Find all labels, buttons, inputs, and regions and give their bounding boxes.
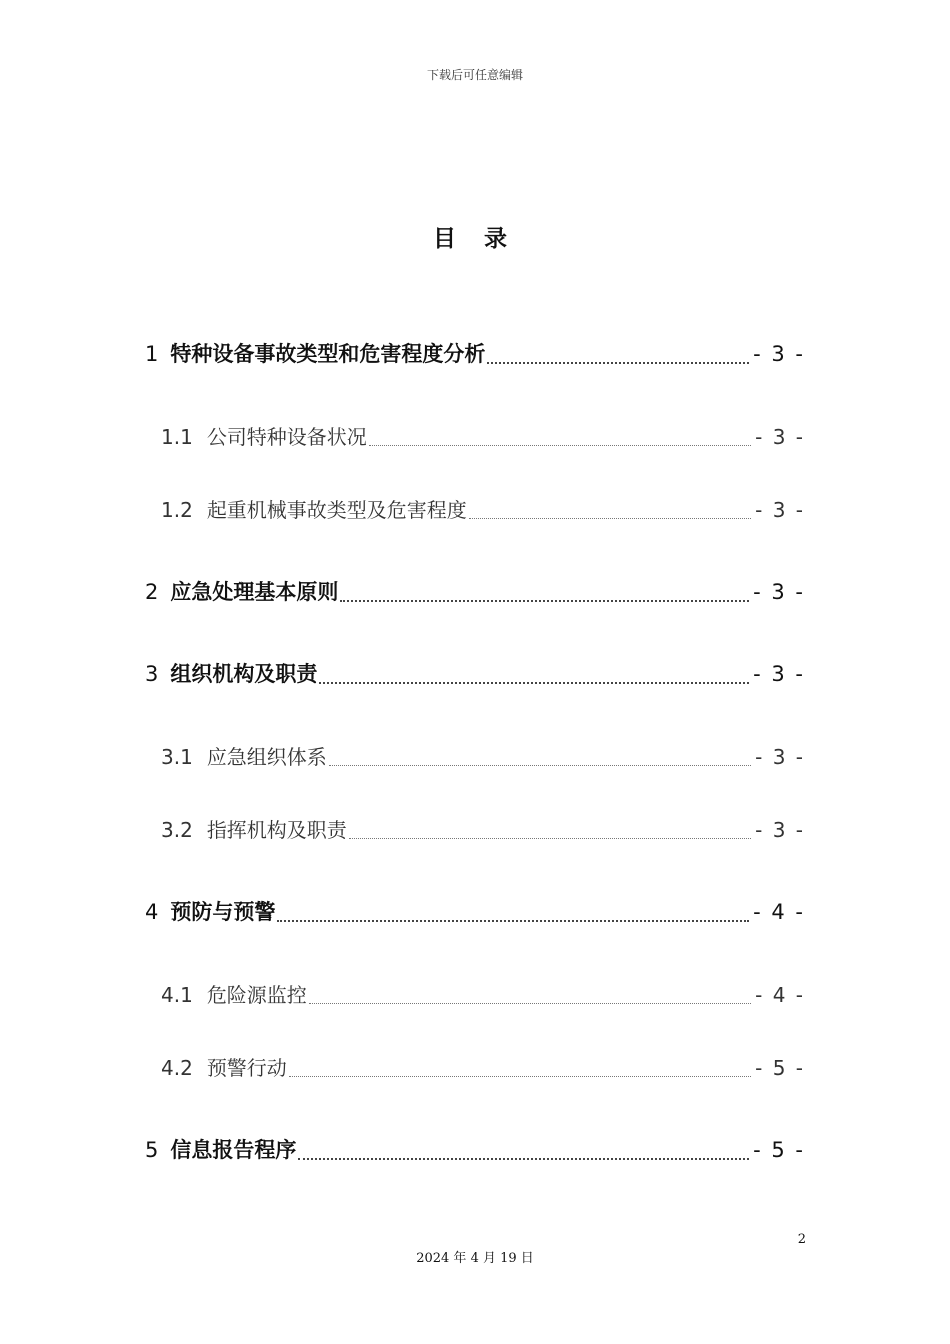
toc-entry-text: 起重机械事故类型及危害程度 xyxy=(206,498,467,522)
toc-entry-page: - 5 - xyxy=(753,1138,805,1162)
toc-leader-dots xyxy=(349,834,751,839)
toc-leader-dots xyxy=(319,678,749,684)
toc-leader-dots xyxy=(309,999,751,1004)
toc-entry-text: 公司特种设备状况 xyxy=(206,425,367,449)
toc-entry-page: - 3 - xyxy=(753,580,805,604)
toc-entry-number: 4 xyxy=(145,900,159,924)
toc-entry-number: 3.2 xyxy=(161,818,193,842)
toc-leader-dots xyxy=(277,916,749,922)
toc-entry-page: - 4 - xyxy=(755,983,805,1007)
page-number: 2 xyxy=(797,1232,806,1247)
toc-title: 目 录 xyxy=(432,226,517,252)
toc-entry-3[interactable] xyxy=(145,658,805,688)
toc-leader-dots xyxy=(289,1072,751,1077)
toc-entry-3-2[interactable] xyxy=(161,814,805,843)
toc-entry-page: - 3 - xyxy=(753,342,805,366)
toc-entry-3-1[interactable] xyxy=(161,741,805,770)
toc-entry-text: 指挥机构及职责 xyxy=(206,818,347,842)
toc-leader-dots xyxy=(487,358,749,364)
toc-entry-text: 预防与预警 xyxy=(170,900,276,924)
toc-entry-1-2[interactable] xyxy=(161,494,805,523)
toc-entry-text: 组织机构及职责 xyxy=(170,662,318,686)
toc-entry-page: - 4 - xyxy=(753,900,805,924)
toc-leader-dots xyxy=(329,761,751,766)
toc-entry-page: - 3 - xyxy=(755,498,805,522)
toc-entry-4[interactable] xyxy=(145,896,805,926)
toc-entry-number: 2 xyxy=(145,580,159,604)
toc-entry-2[interactable] xyxy=(145,576,805,606)
header-note: 下载后可任意编辑 xyxy=(426,68,523,82)
toc-entry-number: 1.1 xyxy=(161,425,193,449)
toc-entry-page: - 3 - xyxy=(753,662,805,686)
toc-leader-dots xyxy=(340,596,749,602)
toc-leader-dots xyxy=(469,514,751,519)
toc-entry-text: 应急处理基本原则 xyxy=(170,580,339,604)
toc-entry-4-2[interactable] xyxy=(161,1052,805,1081)
toc-entry-4-1[interactable] xyxy=(161,979,805,1008)
toc-entry-page: - 3 - xyxy=(755,818,805,842)
toc-leader-dots xyxy=(369,441,751,446)
toc-entry-number: 3.1 xyxy=(161,745,193,769)
toc-entry-page: - 3 - xyxy=(755,745,805,769)
toc-entry-text: 危险源监控 xyxy=(206,983,307,1007)
toc-entry-5[interactable] xyxy=(145,1134,805,1164)
toc-entry-number: 5 xyxy=(145,1138,159,1162)
toc-entry-number: 4.2 xyxy=(161,1056,193,1080)
toc-entry-page: - 5 - xyxy=(755,1056,805,1080)
toc-entry-number: 1 xyxy=(145,342,159,366)
toc-entry-1[interactable] xyxy=(145,338,805,368)
toc-entry-number: 4.1 xyxy=(161,983,193,1007)
toc-leader-dots xyxy=(298,1154,749,1160)
toc-entry-number: 1.2 xyxy=(161,498,193,522)
footer-date: 2024 年 4 月 19 日 xyxy=(416,1251,534,1266)
toc-entry-1-1[interactable] xyxy=(161,421,805,450)
toc-entry-text: 应急组织体系 xyxy=(206,745,327,769)
toc-entry-text: 特种设备事故类型和危害程度分析 xyxy=(170,342,486,366)
toc-entry-text: 信息报告程序 xyxy=(170,1138,297,1162)
toc-entry-number: 3 xyxy=(145,662,159,686)
toc-entry-page: - 3 - xyxy=(755,425,805,449)
toc-entry-text: 预警行动 xyxy=(206,1056,287,1080)
